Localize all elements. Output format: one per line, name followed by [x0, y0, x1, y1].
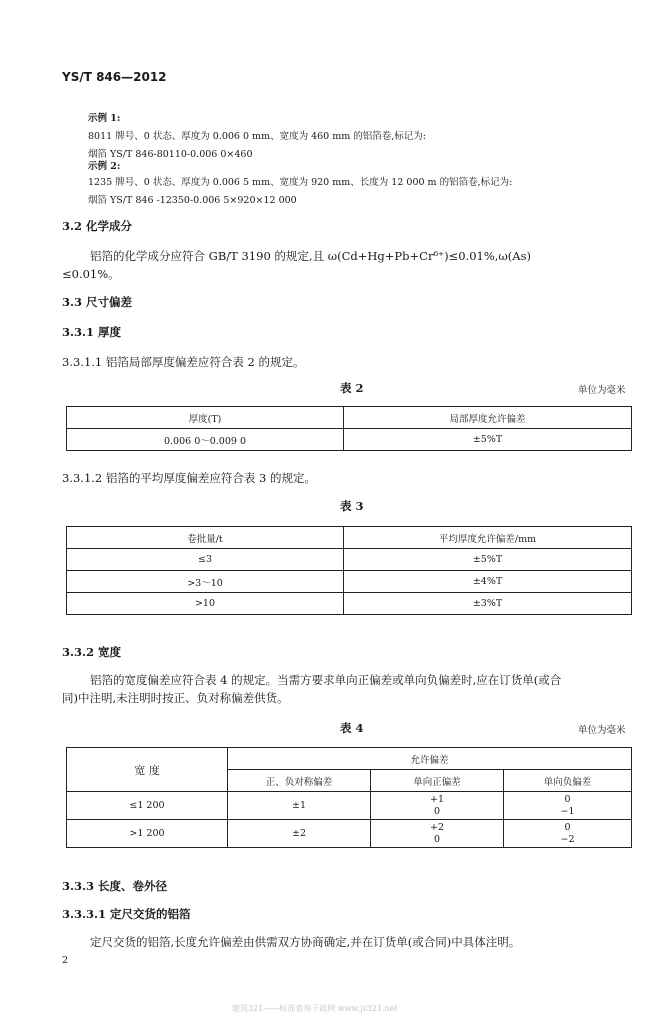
table-3-cell: ≤3 — [67, 549, 344, 571]
fraction-bottom: −2 — [560, 833, 575, 845]
section-3-3-2-para-line2: 同)中注明,未注明时按正、负对称偏差供货。 — [62, 691, 289, 705]
table-3-cell: ±4%T — [344, 571, 632, 593]
table-2-header-thickness: 厚度(T) — [67, 407, 344, 429]
table-3-cell: >3～10 — [67, 571, 344, 593]
section-3-3-heading: 3.3 尺寸偏差 — [62, 295, 133, 309]
section-3-3-3-1-para: 定尺交货的铝箔,长度允许偏差由供需双方协商确定,并在订货单(或合同)中具体注明。 — [90, 935, 521, 949]
table-4-cell-width: ≤1 200 — [67, 792, 228, 820]
table-4-caption: 表 4 — [340, 721, 364, 735]
table-3-cell: >10 — [67, 593, 344, 615]
example-2-title: 示例 2: — [88, 161, 121, 172]
section-3-3-2-heading: 3.3.2 宽度 — [62, 645, 122, 659]
table-3 — [66, 526, 632, 615]
table-4-cell-width: >1 200 — [67, 820, 228, 848]
table-3-caption: 表 3 — [340, 499, 364, 513]
example-1-title: 示例 1: — [88, 113, 121, 124]
table-2-cell: ±5%T — [344, 429, 632, 451]
table-2 — [66, 406, 632, 451]
table-3-header-deviation: 平均厚度允许偏差/mm — [344, 527, 632, 549]
watermark: 建筑321——标准查询下载网 www.jz321.net — [232, 1004, 398, 1013]
table-4 — [66, 747, 632, 848]
table-2-unit: 单位为毫米 — [578, 385, 626, 396]
fraction-bottom: 0 — [433, 833, 441, 845]
page-number: 2 — [62, 955, 69, 966]
table-4-subheader-positive: 单向正偏差 — [371, 770, 504, 792]
section-3-3-3-1-heading: 3.3.3.1 定尺交货的铝箔 — [62, 907, 191, 921]
fraction-top: 0 — [564, 821, 571, 833]
table-2-caption: 表 2 — [340, 381, 364, 395]
fraction-bottom: 0 — [433, 805, 441, 817]
table-4-header-group: 允许偏差 — [228, 748, 632, 770]
section-3-2-para-line2: ≤0.01%。 — [62, 267, 120, 281]
table-3-header-batch: 卷批量/t — [67, 527, 344, 549]
section-3-2-para-line1: 铝箔的化学成分应符合 GB/T 3190 的规定,且 ω(Cd+Hg+Pb+Cr⁶⁺)≤0.01%,ω(As) — [90, 249, 531, 263]
section-3-3-1-1-para: 3.3.1.1 铝箔局部厚度偏差应符合表 2 的规定。 — [62, 355, 305, 369]
table-2-header-deviation: 局部厚度允许偏差 — [344, 407, 632, 429]
table-4-header-width: 宽 度 — [67, 748, 228, 792]
fraction-bottom: −1 — [560, 805, 575, 817]
table-4-cell-negative — [504, 792, 632, 820]
table-4-unit: 单位为毫米 — [578, 725, 626, 736]
doc-number: YS/T 846—2012 — [62, 70, 167, 84]
table-4-subheader-symmetric: 正、负对称偏差 — [228, 770, 371, 792]
table-3-cell: ±5%T — [344, 549, 632, 571]
table-4-subheader-negative: 单向负偏差 — [504, 770, 632, 792]
table-4-cell-symmetric: ±2 — [228, 820, 371, 848]
section-3-3-2-para-line1: 铝箔的宽度偏差应符合表 4 的规定。当需方要求单向正偏差或单向负偏差时,应在订货单(或合 — [90, 673, 562, 687]
table-3-cell: ±3%T — [344, 593, 632, 615]
example-2-line2: 烟箔 YS/T 846 -12350-0.006 5×920×12 000 — [88, 195, 297, 206]
section-3-3-1-heading: 3.3.1 厚度 — [62, 325, 122, 339]
table-4-cell-symmetric: ±1 — [228, 792, 371, 820]
table-2-cell: 0.006 0～0.009 0 — [67, 429, 344, 451]
table-4-cell-positive — [371, 792, 504, 820]
table-4-cell-negative — [504, 820, 632, 848]
example-1-line2: 烟箔 YS/T 846-80110-0.006 0×460 — [88, 149, 253, 160]
example-2-line1: 1235 牌号、0 状态、厚度为 0.006 5 mm、宽度为 920 mm、长度为 12 000 m 的铝箔卷,标记为: — [88, 177, 513, 188]
fraction-top: +2 — [429, 821, 444, 833]
table-4-cell-positive — [371, 820, 504, 848]
fraction-top: +1 — [429, 793, 444, 805]
section-3-3-3-heading: 3.3.3 长度、卷外径 — [62, 879, 168, 893]
section-3-2-heading: 3.2 化学成分 — [62, 219, 133, 233]
section-3-3-1-2-para: 3.3.1.2 铝箔的平均厚度偏差应符合表 3 的规定。 — [62, 471, 317, 485]
example-1-line1: 8011 牌号、0 状态、厚度为 0.006 0 mm、宽度为 460 mm 的铝箔卷,标记为: — [88, 131, 427, 142]
fraction-top: 0 — [564, 793, 571, 805]
